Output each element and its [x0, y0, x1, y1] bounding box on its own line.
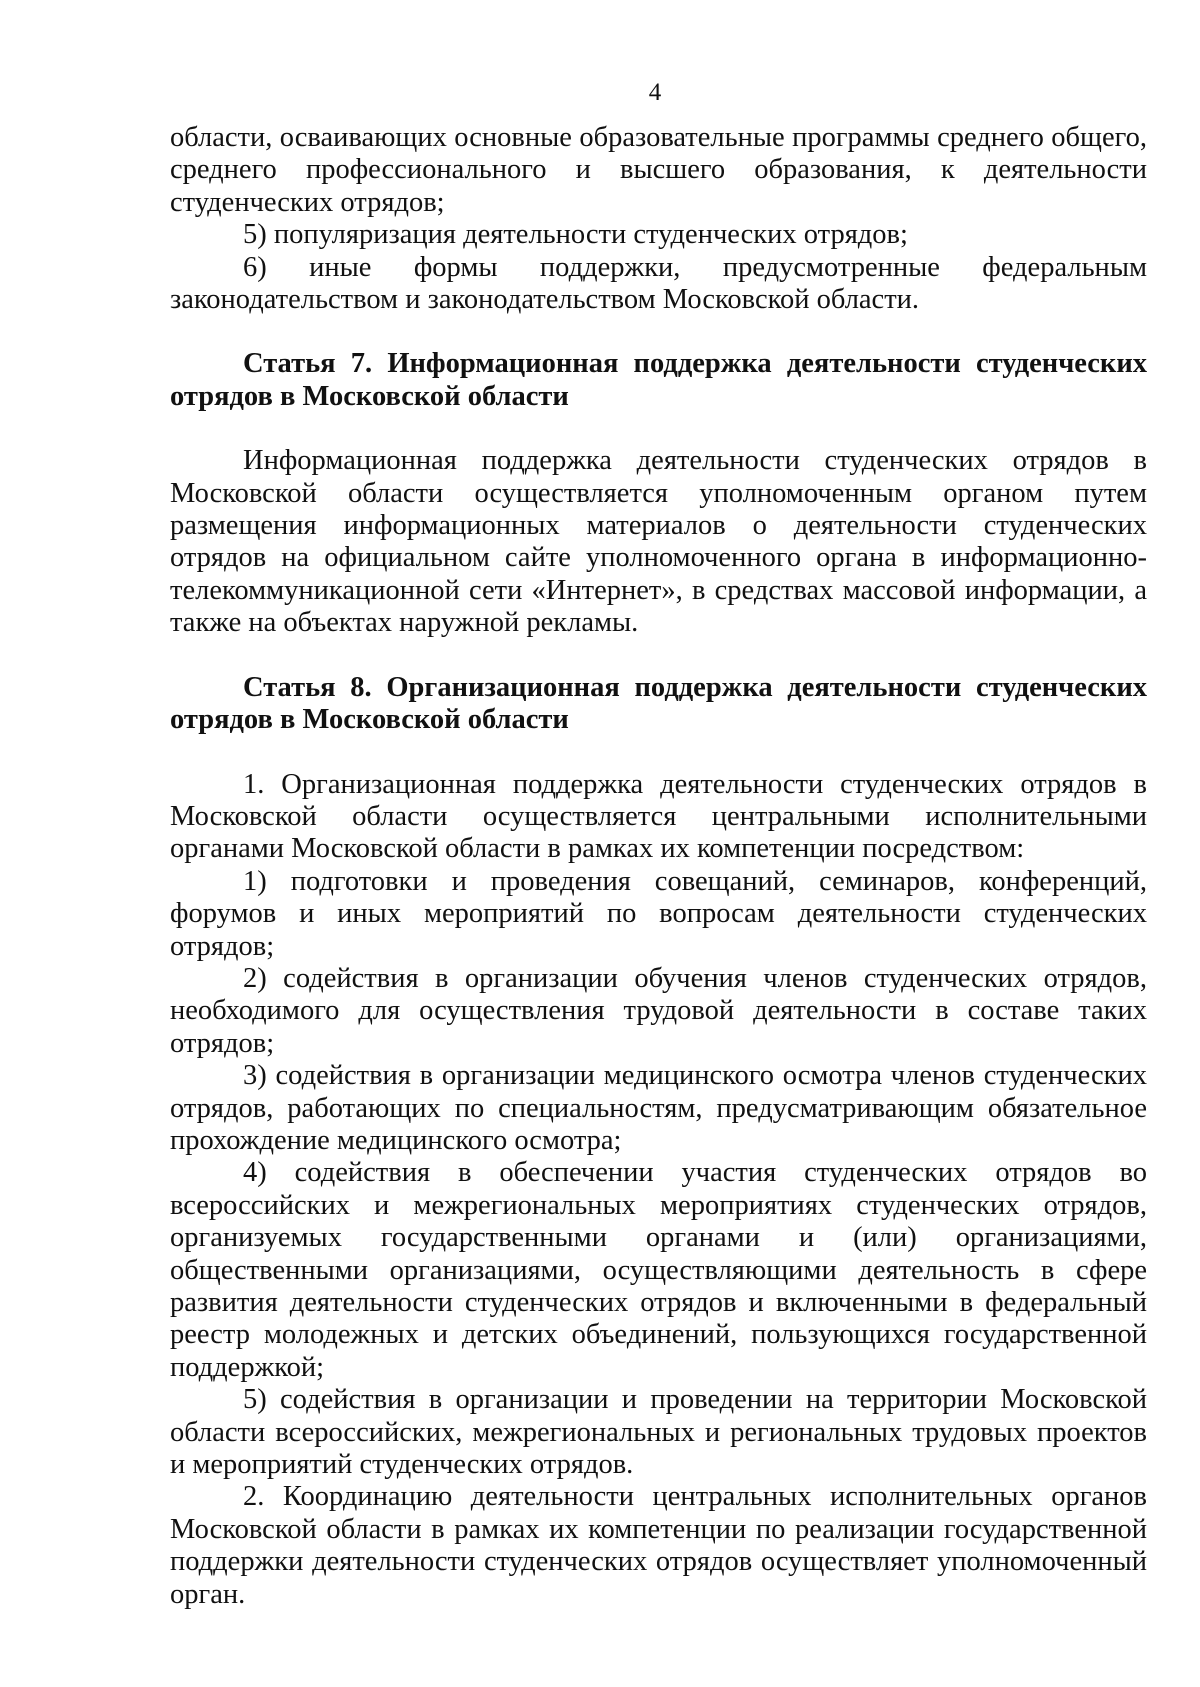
- spacer: [170, 316, 1147, 348]
- article-8-item-4: 4) содействия в обеспечении участия студенческих отрядов во всероссийских и межрегиональных мероприятиях студенческих отрядов, организуемых государственными органами и (или) организациями, общественными организациями, осуществляющими деятельность в сфере развития деятельности студенческих отрядов и включенными в федеральный реестр молодежных и детских объединений, пользующихся государственной поддержкой;: [170, 1157, 1147, 1383]
- article-8-item-1: 1) подготовки и проведения совещаний, семинаров, конференций, форумов и иных мероприятий по вопросам деятельности студенческих отрядов;: [170, 865, 1147, 962]
- article-8-clause-1: 1. Организационная поддержка деятельности студенческих отрядов в Московской области осуществляется центральными исполнительными органами Московской области в рамках их компетенции посредством:: [170, 768, 1147, 865]
- list-item-5: 5) популяризация деятельности студенческих отрядов;: [243, 219, 908, 251]
- article-8-item-2: 2) содействия в организации обучения членов студенческих отрядов, необходимого для осуществления трудовой деятельности в составе таких отрядов;: [170, 962, 1147, 1059]
- spacer: [170, 640, 1147, 672]
- article-8-clause-2: 2. Координацию деятельности центральных исполнительных органов Московской области в рамках их компетенции по реализации государственной поддержки деятельности студенческих отрядов осуществляет уполномоченный орган.: [170, 1481, 1147, 1610]
- spacer: [170, 737, 1147, 769]
- article-8-item-3: 3) содействия в организации медицинского осмотра членов студенческих отрядов, работающих по специальностям, предусматривающим обязательное прохождение медицинского осмотра;: [170, 1060, 1147, 1156]
- list-item-6: 6) иные формы поддержки, предусмотренные федеральным законодательством и законодательством Московской области.: [170, 251, 1147, 316]
- paragraph-continuation: области, осваивающих основные образовательные программы среднего общего, среднего профессионального и высшего образования, к деятельности студенческих отрядов;: [170, 122, 1147, 218]
- article-8-heading: Статья 8. Организационная поддержка деятельности студенческих отрядов в Московской области: [170, 671, 1147, 736]
- spacer: [170, 413, 1147, 445]
- article-8-item-5: 5) содействия в организации и проведении на территории Московской области всероссийских, межрегиональных и региональных трудовых проектов и мероприятий студенческих отрядов.: [170, 1384, 1147, 1481]
- page-number: 4: [648, 79, 662, 106]
- document-body: [170, 122, 1147, 1611]
- article-7-paragraph: Информационная поддержка деятельности студенческих отрядов в Московской области осуществляется уполномоченным органом путем размещения информационных материалов о деятельности студенческих отрядов на официальном сайте уполномоченного органа в информационно-телекоммуникационной сети «Интернет», в средствах массовой информации, а также на объектах наружной рекламы.: [170, 445, 1147, 639]
- article-7-heading: Статья 7. Информационная поддержка деятельности студенческих отрядов в Московской области: [170, 348, 1147, 412]
